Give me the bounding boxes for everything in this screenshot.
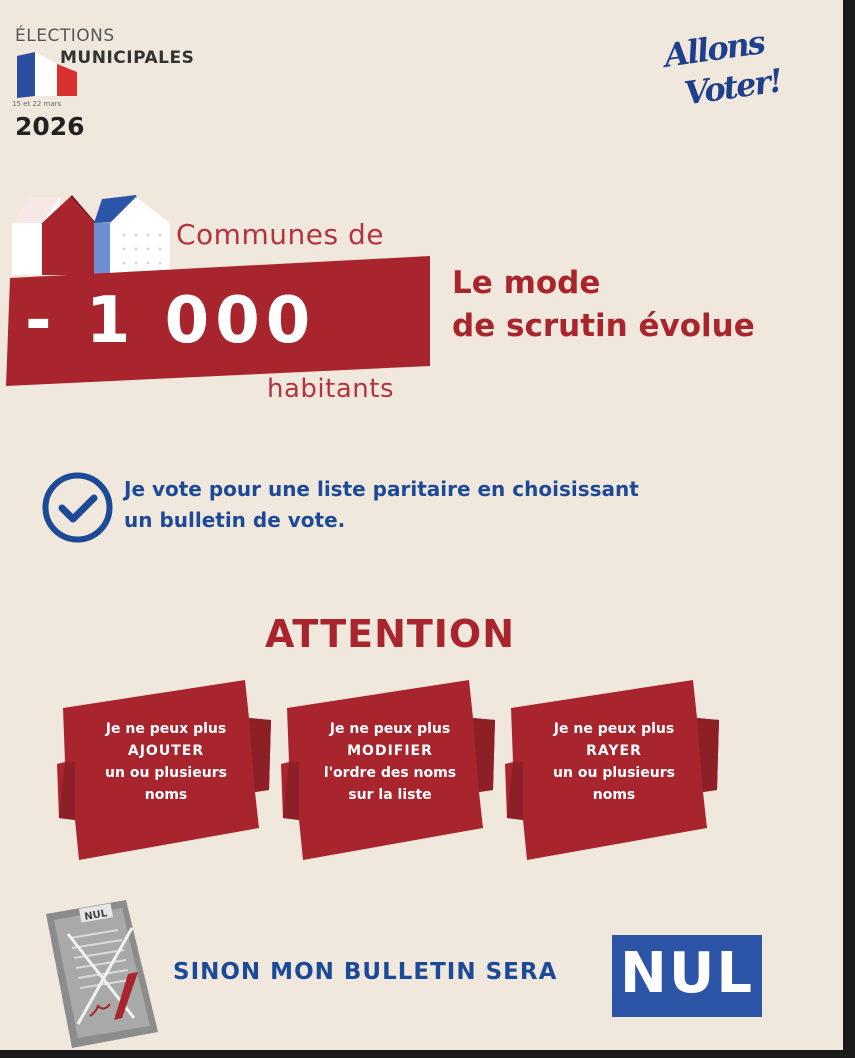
card-rest-2: noms — [592, 787, 636, 803]
card-lead: Je ne peux plus — [329, 721, 451, 737]
card-key: AJOUTER — [127, 743, 205, 759]
card-key: RAYER — [586, 743, 642, 759]
warning-card-text — [297, 718, 483, 806]
null-warning-text: SINON MON BULLETIN SERA — [173, 959, 558, 985]
elections-logo — [12, 26, 212, 146]
nul-badge — [612, 935, 762, 1017]
slogan-line-2: Voter! — [681, 61, 784, 113]
card-rest-1: un ou plusieurs — [553, 765, 675, 781]
nul-badge-text: NUL — [619, 941, 755, 1006]
card-lead: Je ne peux plus — [553, 721, 675, 737]
check-circle-icon — [40, 470, 115, 545]
vote-instruction — [124, 474, 639, 536]
card-rest-2: noms — [144, 787, 188, 803]
instruction-line-2: un bulletin de vote. — [124, 508, 346, 532]
population-number: - 1 000 — [25, 284, 317, 358]
warning-card-add — [55, 678, 277, 863]
bottom-edge — [0, 1050, 855, 1058]
logo-elections-text: ÉLECTIONS — [15, 26, 115, 46]
logo-dates: 15 et 22 mars — [12, 100, 62, 108]
card-key: MODIFIER — [347, 743, 433, 759]
warning-card-text — [521, 718, 707, 806]
logo-year: 2026 — [15, 112, 85, 141]
banner-prefix: Communes de — [176, 218, 384, 251]
crossed-ballot-icon — [42, 898, 162, 1048]
logo-municipales-text: MUNICIPALES — [60, 48, 195, 68]
instruction-line-1: Je vote pour une liste paritaire en choisissant — [124, 477, 639, 501]
warning-card-strike — [503, 678, 725, 863]
headline-line-1: Le mode — [452, 265, 601, 301]
warning-card-modify — [279, 678, 501, 863]
slogan-line-1: Allons — [661, 23, 766, 75]
right-edge — [843, 0, 855, 1058]
attention-title: ATTENTION — [264, 612, 516, 656]
card-rest-1: l'ordre des noms — [323, 765, 457, 781]
warning-card-text — [73, 718, 259, 806]
card-rest-2: sur la liste — [348, 787, 432, 803]
card-lead: Je ne peux plus — [105, 721, 227, 737]
headline-line-2: de scrutin évolue — [452, 308, 755, 344]
card-rest-1: un ou plusieurs — [105, 765, 227, 781]
banner-suffix: habitants — [267, 374, 394, 404]
ballot-label: NUL — [83, 908, 109, 923]
allons-voter-logo — [661, 23, 787, 118]
headline — [452, 262, 755, 348]
